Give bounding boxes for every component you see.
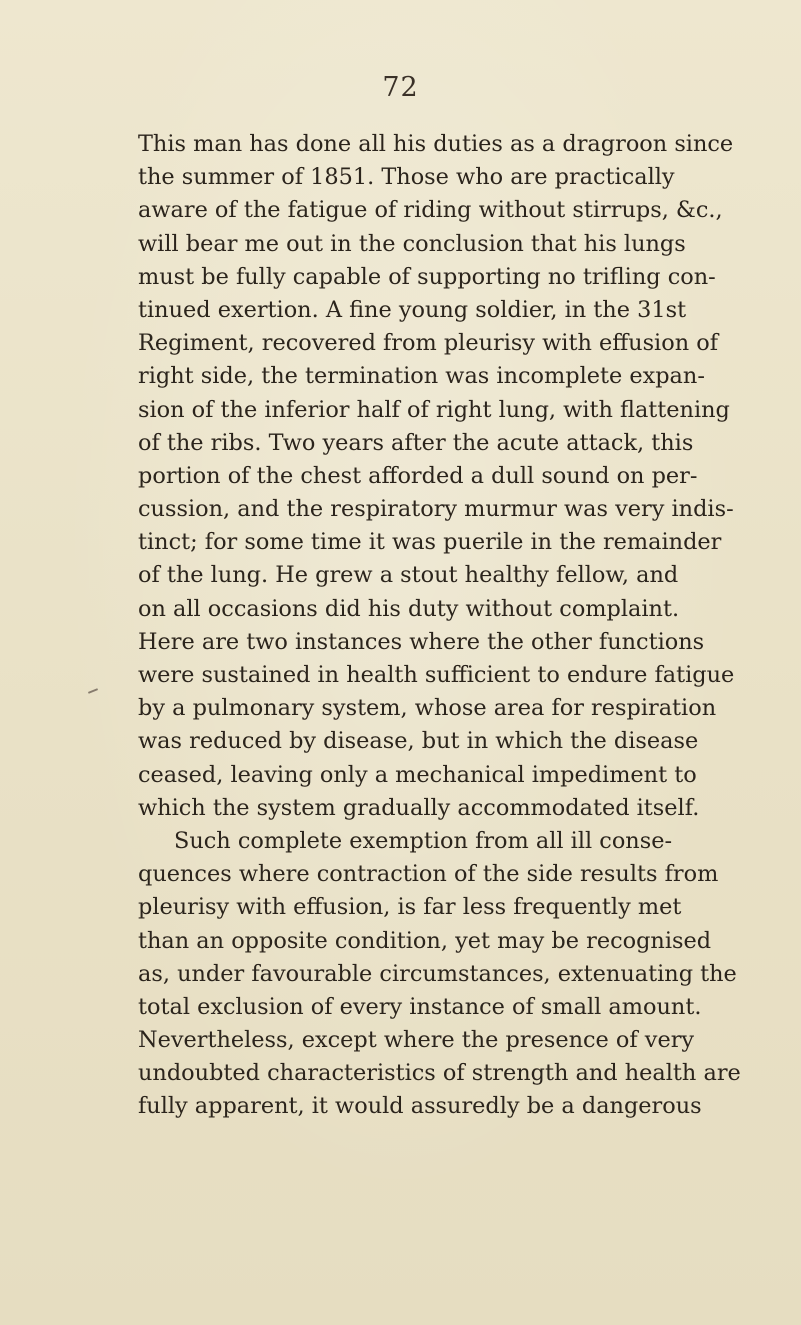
text-line: cussion, and the respiratory murmur was very indis- [138, 496, 734, 523]
text-line: Regiment, recovered from pleurisy with effusion of [138, 330, 719, 357]
page-number: 72 [382, 72, 419, 103]
text-line: right side, the termination was incomplete expan- [138, 363, 705, 390]
text-line: quences where contraction of the side results from [138, 861, 719, 888]
text-line: were sustained in health sufficient to endure fatigue [138, 662, 735, 688]
text-line: than an opposite condition, yet may be recognised [138, 927, 712, 954]
text-line: on all occasions did his duty without complaint. [138, 595, 680, 622]
text-line: Here are two instances where the other functions [138, 628, 705, 655]
text-line: of the lung. He grew a stout healthy fellow, and [138, 562, 679, 589]
text-line: sion of the inferior half of right lung, with flattening [138, 396, 730, 423]
text-line: was reduced by disease, but in which the disease [138, 728, 699, 755]
text-line: Such complete exemption from all ill conse- [174, 827, 673, 854]
text-line: will bear me out in the conclusion that his lungs [138, 230, 686, 257]
text-line: aware of the fatigue of riding without stirrups, &c., [138, 197, 723, 224]
text-line: as, under favourable circumstances, extenuating the [138, 960, 737, 987]
margin-mark [88, 688, 98, 694]
text-line: Nevertheless, except where the presence of very [138, 1027, 695, 1054]
text-line: must be fully capable of supporting no trifling con- [138, 263, 716, 290]
text-line: the summer of 1851. Those who are practically [138, 164, 675, 191]
text-line: pleurisy with effusion, is far less frequently met [138, 894, 682, 921]
text-line: ceased, leaving only a mechanical impediment to [138, 761, 697, 788]
text-line: fully apparent, it would assuredly be a dangerous [138, 1093, 702, 1120]
text-line: portion of the chest afforded a dull sound on per- [138, 462, 698, 489]
text-line: tinct; for some time it was puerile in the remainder [138, 529, 722, 556]
text-line: This man has done all his duties as a dragroon since [138, 131, 734, 157]
text-line: total exclusion of every instance of small amount. [138, 993, 702, 1020]
body-paragraph [138, 128, 741, 1124]
text-line: by a pulmonary system, whose area for respiration [138, 695, 717, 722]
text-line: undoubted characteristics of strength and health are [138, 1060, 741, 1087]
text-line: tinued exertion. A fine young soldier, in the 31st [138, 296, 687, 323]
text-line: of the ribs. Two years after the acute attack, this [138, 429, 694, 456]
text-line: which the system gradually accommodated itself. [138, 794, 700, 821]
